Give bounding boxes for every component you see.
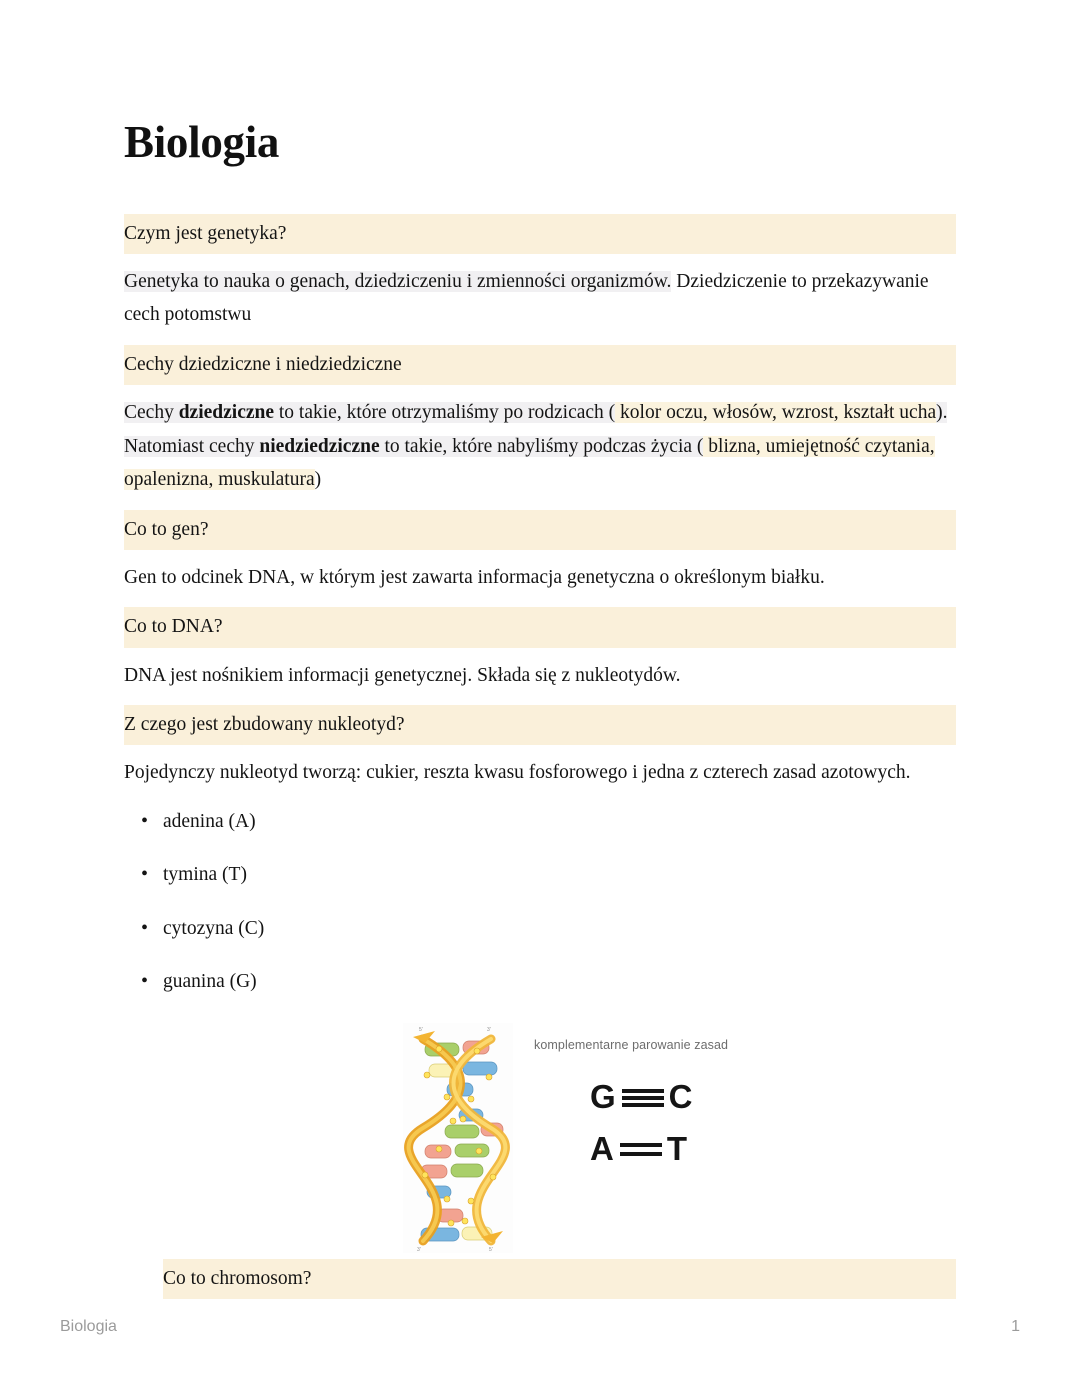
base-c: C [668, 1078, 694, 1116]
svg-text:5': 5' [419, 1027, 423, 1034]
svg-text:3': 3' [487, 1027, 491, 1034]
section-body-nukleotyd: Pojedynczy nukleotyd tworzą: cukier, reszta kwasu fosforowego i jedna z czterech zasad azotowych. [124, 762, 911, 784]
section-heading-chromosom: Co to chromosom? [163, 1259, 956, 1299]
body-text: Cechy [124, 402, 179, 424]
body-text: Dziedziczenie to przekazywanie cech potomstwu [124, 270, 929, 326]
section-heading-dna: Co to DNA? [124, 607, 956, 647]
nitrogenous-bases-list [124, 808, 956, 995]
section-body-gen: Gen to odcinek DNA, w którym jest zawarta informacja genetyczna o określonym białku. [124, 566, 825, 588]
page-title: Biologia [124, 117, 280, 167]
highlight-span: Genetyka to nauka o genach, dziedziczeniu i zmienności organizmów. [124, 270, 672, 292]
section-body-dna: DNA jest nośnikiem informacji genetycznej. Składa się z nukleotydów. [124, 664, 681, 686]
base-a: A [590, 1130, 615, 1168]
list-item: • cytozyna (C) [124, 915, 956, 942]
page-footer [60, 1318, 1020, 1336]
list-item: • adenina (A) [124, 808, 956, 835]
list-item: • guanina (G) [124, 968, 956, 995]
body-text: to takie, które otrzymaliśmy po rodzicach ( [274, 402, 616, 424]
dna-double-helix-image [403, 1023, 513, 1253]
double-bond-icon [620, 1138, 662, 1160]
document-content [124, 118, 956, 1299]
body-text: ). Natomiast cechy [124, 402, 948, 457]
triple-bond-icon [622, 1086, 664, 1108]
body-text: to takie, które nabyliśmy podczas życia ( [379, 435, 704, 457]
section-heading-gen: Co to gen? [124, 510, 956, 550]
highlight-cream-examples: kolor oczu, włosów, wzrost, kształt ucha [615, 402, 937, 424]
svg-text:3': 3' [417, 1247, 421, 1254]
footer-document-name: Biologia [60, 1318, 117, 1335]
figure-caption: komplementarne parowanie zasad [534, 1038, 729, 1053]
footer-page-number: 1 [1011, 1318, 1020, 1335]
section-heading-cechy: Cechy dziedziczne i niedziedziczne [124, 345, 956, 385]
dna-helix-svg [403, 1023, 513, 1253]
list-item: • tymina (T) [124, 861, 956, 888]
base-pair-gc [590, 1078, 694, 1116]
svg-text:5': 5' [489, 1247, 493, 1254]
base-g: G [590, 1078, 617, 1116]
bold-dziedziczne: dziedziczne [178, 402, 275, 424]
section-heading-genetyka: Czym jest genetyka? [124, 214, 956, 254]
base-pair-at [590, 1130, 688, 1168]
section-body-cechy [124, 396, 956, 497]
dna-figure-inner [403, 1023, 823, 1259]
section-body-genetyka [124, 265, 956, 332]
dna-figure [124, 1023, 956, 1259]
section-heading-nukleotyd: Z czego jest zbudowany nukleotyd? [124, 705, 956, 745]
body-text: ) [314, 469, 322, 491]
bold-niedziedziczne: niedziedziczne [259, 435, 380, 457]
base-t: T [666, 1130, 689, 1168]
highlight-cream-examples: blizna, umiejętność czytania, opalenizna, muskulatura [124, 435, 935, 491]
